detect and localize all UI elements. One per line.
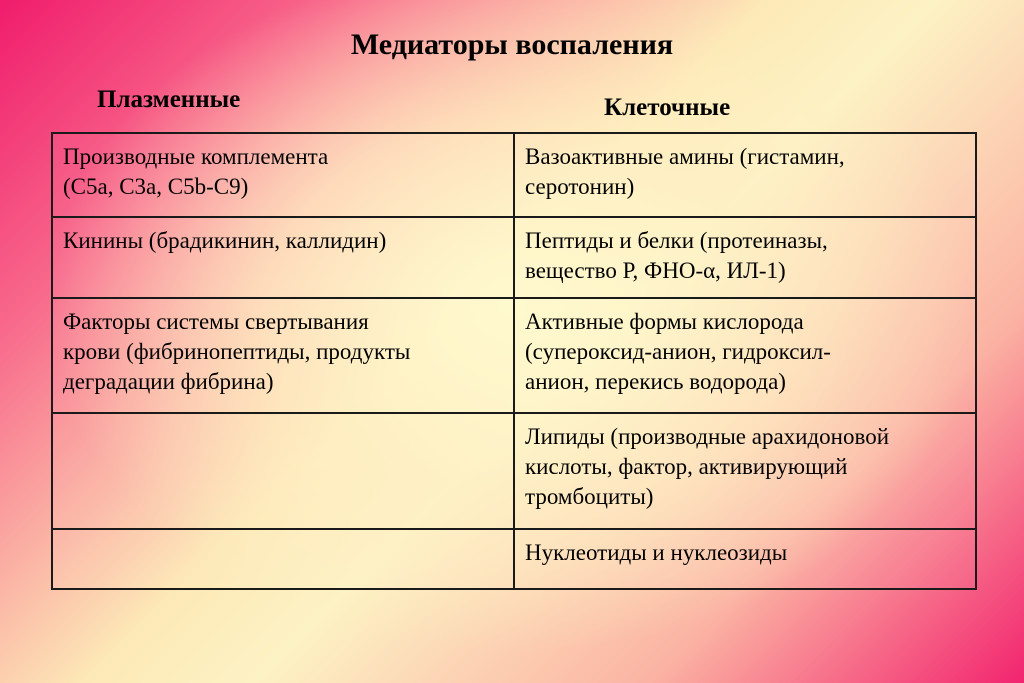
cell-text: Липиды (производные арахидоновой (525, 424, 890, 449)
cell-text: Нуклеотиды и нуклеозиды (525, 540, 788, 565)
plasma-cell (52, 217, 514, 298)
table-row (52, 413, 976, 529)
cell-text: (супероксид-анион, гидроксил- (525, 339, 831, 364)
cell-text: крови (фибринопептиды, продукты (63, 339, 411, 364)
slide-title: Медиаторы воспаления (350, 28, 674, 61)
cell-text: деградации фибрина) (63, 369, 274, 394)
cell-text: тромбоциты) (525, 484, 654, 509)
table-row (52, 217, 976, 298)
cellular-cell (514, 217, 976, 298)
mediators-table (51, 132, 977, 590)
cell-text: серотонин) (525, 174, 635, 199)
cell-text: Пептиды и белки (протеиназы, (525, 228, 828, 253)
cell-text: вещество Р, ФНО-α, ИЛ-1) (525, 258, 786, 283)
table-row (52, 529, 976, 589)
cell-text: Факторы системы свертывания (63, 309, 369, 334)
cell-text: кислоты, фактор, активирующий (525, 454, 848, 479)
cell-text: (С5а, С3а, С5b-С9) (63, 174, 249, 199)
table-row (52, 298, 976, 413)
plasma-cell-empty (52, 413, 514, 529)
cellular-cell (514, 298, 976, 413)
cellular-cell (514, 133, 976, 217)
plasma-cell-empty (52, 529, 514, 589)
plasma-cell (52, 298, 514, 413)
cellular-cell (514, 413, 976, 529)
cellular-column-heading: Клеточные (604, 94, 731, 121)
plasma-column-heading: Плазменные (97, 86, 241, 113)
cell-text: Вазоактивные амины (гистамин, (525, 144, 845, 169)
table-row (52, 133, 976, 217)
cell-text: Кинины (брадикинин, каллидин) (63, 228, 387, 253)
cell-text: Активные формы кислорода (525, 309, 804, 334)
cell-text: анион, перекись водорода) (525, 369, 786, 394)
plasma-cell (52, 133, 514, 217)
cellular-cell (514, 529, 976, 589)
cell-text: Производные комплемента (63, 144, 329, 169)
